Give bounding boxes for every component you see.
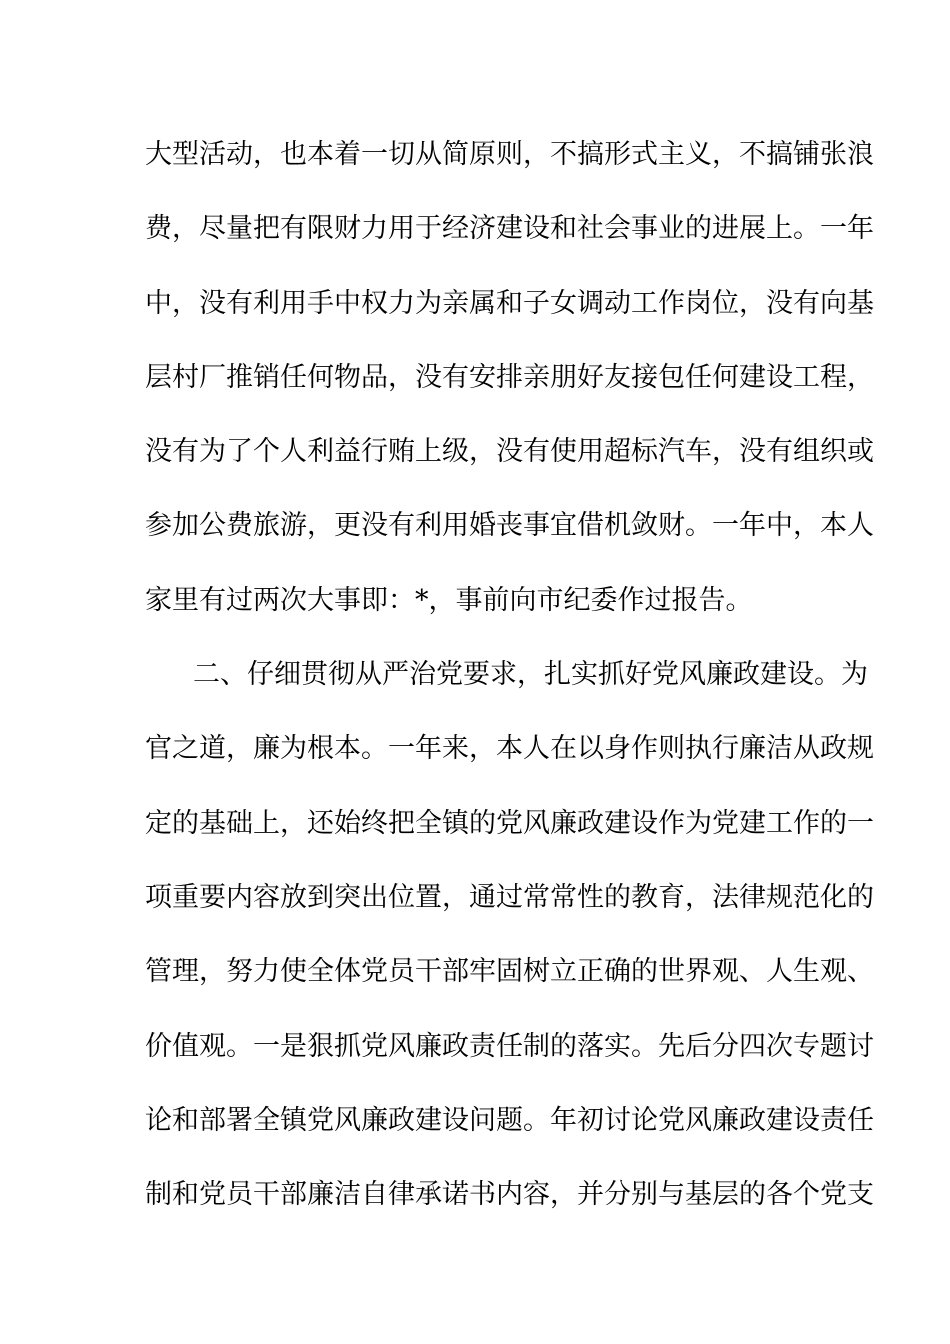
text-line: 中，没有利用手中权力为亲属和子女调动工作岗位，没有向基 xyxy=(145,287,874,319)
text-line: 参加公费旅游，更没有利用婚丧事宜借机敛财。一年中，本人 xyxy=(145,510,874,542)
text-line: 费，尽量把有限财力用于经济建设和社会事业的进展上。一年 xyxy=(145,213,874,245)
text-line: 官之道，廉为根本。一年来，本人在以身作则执行廉洁从政规 xyxy=(145,733,874,765)
text-line: 定的基础上，还始终把全镇的党风廉政建设作为党建工作的一 xyxy=(145,807,874,839)
text-line: 制和党员干部廉洁自律承诺书内容，并分别与基层的各个党支 xyxy=(145,1179,874,1211)
text-line: 论和部署全镇党风廉政建设问题。年初讨论党风廉政建设责任 xyxy=(145,1104,874,1136)
text-line: 价值观。一是狠抓党风廉政责任制的落实。先后分四次专题讨 xyxy=(145,1030,874,1062)
text-line: 家里有过两次大事即：*，事前向市纪委作过报告。 xyxy=(145,584,753,616)
text-line: 层村厂推销任何物品，没有安排亲朋好友接包任何建设工程， xyxy=(145,361,874,393)
text-line: 没有为了个人利益行贿上级，没有使用超标汽车，没有组织或 xyxy=(145,436,874,468)
text-line: 大型活动，也本着一切从简原则，不搞形式主义，不搞铺张浪 xyxy=(145,139,874,170)
text-line: 项重要内容放到突出位置，通过常常性的教育，法律规范化的 xyxy=(145,881,874,913)
paragraph-first-line: 二、仔细贯彻从严治党要求，扎实抓好党风廉政建设。为 xyxy=(193,659,868,691)
body-text xyxy=(145,130,874,1244)
text-line: 管理，努力使全体党员干部牢固树立正确的世界观、人生观、 xyxy=(145,956,874,988)
